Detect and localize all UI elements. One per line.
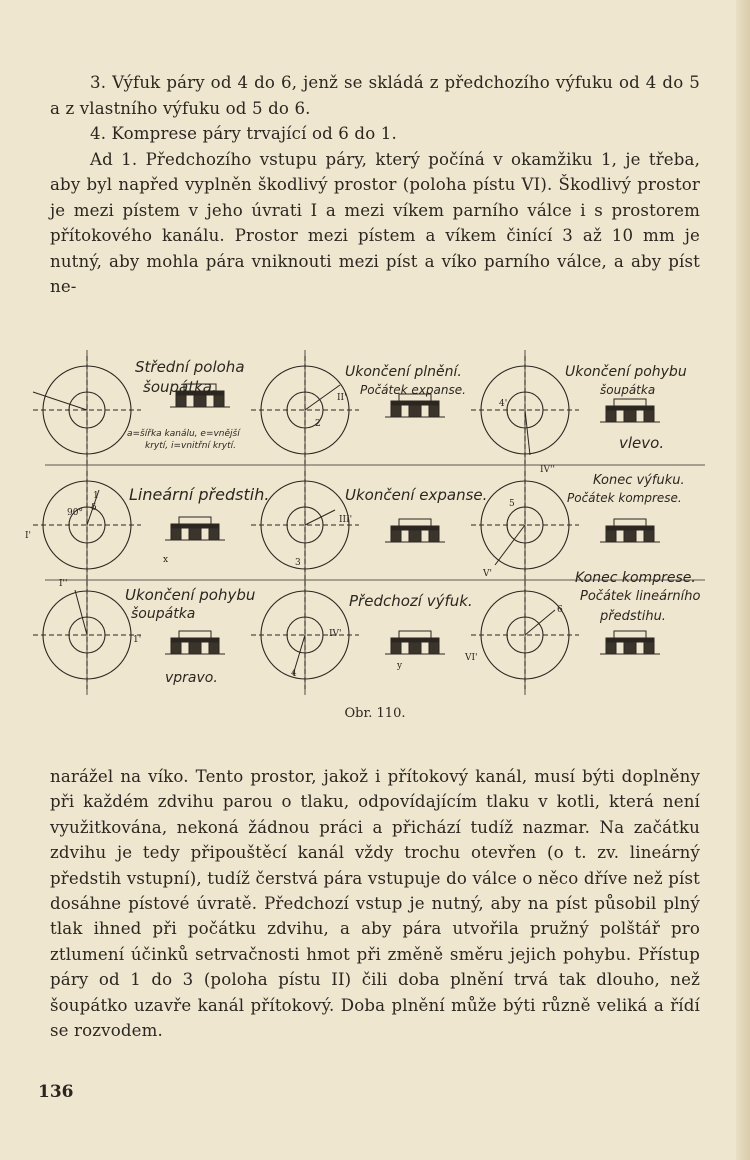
label-e1: Ukončení expanse. <box>345 486 488 504</box>
mark-IVpp: IV'' <box>540 465 556 475</box>
mark-delta: δ <box>91 503 97 513</box>
mark-x: x <box>163 555 169 565</box>
label-c1: Ukončení pohybu <box>565 364 687 380</box>
label-h1: Předchozí výfuk. <box>349 592 473 610</box>
mark-4: 4 <box>291 669 297 679</box>
label-d1: Lineární předstih. <box>129 485 270 504</box>
figure-caption: Obr. 110. <box>344 706 406 721</box>
label-g1: Ukončení pohybu <box>125 586 256 604</box>
paragraph-ad-1: Ad 1. Předchozího vstupu páry, který počíná v okamžiku 1, je třeba, aby byl napřed vyplněn škodlivý prostor (poloha pístu VI). Škodlivý prostor je mezi pístem v jeho úvrati I a mezi víkem parního válce i s prostorem přítokového kanálu. Prostor mezi pístem a víkem činící 3 až 10 mm je nutný, aby mohla pára vniknouti mezi píst a víko parního válce, a aby píst ne- <box>50 149 700 296</box>
mark-4p: 4' <box>499 399 508 409</box>
mark-6: 6 <box>557 605 563 615</box>
mark-y: y <box>397 661 403 671</box>
paragraph-continuation: narážel na víko. Tento prostor, jakož i přítokový kanál, musí býti doplněny při každém zdvihu parou o tlaku, odpovídajícím tlaku v kotli, která není využitkována, nekoná žádnou práci a přichází tudíž nazmar. Na začátku zdvihu je tedy připouštěcí kanál vždy trochu otevřen (o t. zv. lineárný předstih vstupní), tudíž čerstvá pára vstupuje do válce o něco dříve než píst dosáhne pístové úvratě. Předchozí vstup je nutný, aby na píst působil plný tlak ihned při počátku zdvihu, a aby pára utvořila pružný polštář pro ztlumení účinků setrvačnosti hmot při změně směru jejich pohybu. Přístup páry od 1 do 3 (poloha pístu II) čili doba plnění trvá tak dlouho, než šoupátko uzavře kanál přítokový. Doba plnění může býti různě veliká a řídí se rozvodem. <box>50 767 700 1041</box>
label-c2: šoupátka <box>600 383 656 397</box>
label-a3: a=šířka kanálu, e=vnější <box>127 429 240 439</box>
label-i3: předstihu. <box>600 609 666 624</box>
mark-Ipp: I'' <box>59 579 68 589</box>
mark-3: 3 <box>295 558 301 568</box>
label-a2: šoupátka. <box>143 378 217 396</box>
page-edge <box>736 0 750 1160</box>
label-i2: Počátek lineárního <box>580 589 701 604</box>
valve-gear-figure <box>25 350 725 705</box>
mark-90: 90° <box>67 508 83 518</box>
label-b2: Počátek expanse. <box>360 383 466 397</box>
figure-svg <box>25 350 725 705</box>
label-g3: vpravo. <box>165 670 218 686</box>
label-a1: Střední poloha <box>135 358 245 376</box>
mark-II: II' <box>337 393 347 403</box>
bottom-text-block <box>50 764 700 1043</box>
mark-5: 5 <box>509 499 515 509</box>
label-b1: Ukončení plnění. <box>345 364 462 380</box>
mark-2: 2 <box>315 419 321 429</box>
label-i1: Konec komprese. <box>575 570 696 586</box>
label-f1: Konec výfuku. <box>593 473 685 488</box>
mark-VI: VI' <box>465 653 478 663</box>
page-number: 136 <box>38 1082 74 1102</box>
mark-1pp: 1' <box>133 635 142 645</box>
top-text-block <box>50 70 700 300</box>
mark-1: 1 <box>93 491 99 501</box>
mark-IV: IV' <box>329 629 342 639</box>
label-c3: vlevo. <box>619 434 665 452</box>
mark-Vp: V' <box>483 569 492 579</box>
paragraph-item-3: 3. Výfuk páry od 4 do 6, jenž se skládá z předchozího výfuku od 4 do 5 a z vlastního výfuku od 5 do 6. <box>50 73 700 118</box>
label-f2: Počátek komprese. <box>567 491 682 505</box>
mark-III: III' <box>339 515 353 525</box>
label-g2: šoupátka <box>131 606 196 622</box>
paragraph-item-4: 4. Komprese páry trvající od 6 do 1. <box>90 124 397 143</box>
mark-Ip: I' <box>25 531 32 541</box>
label-a4: krytí, i=vnitřní krytí. <box>145 441 236 451</box>
